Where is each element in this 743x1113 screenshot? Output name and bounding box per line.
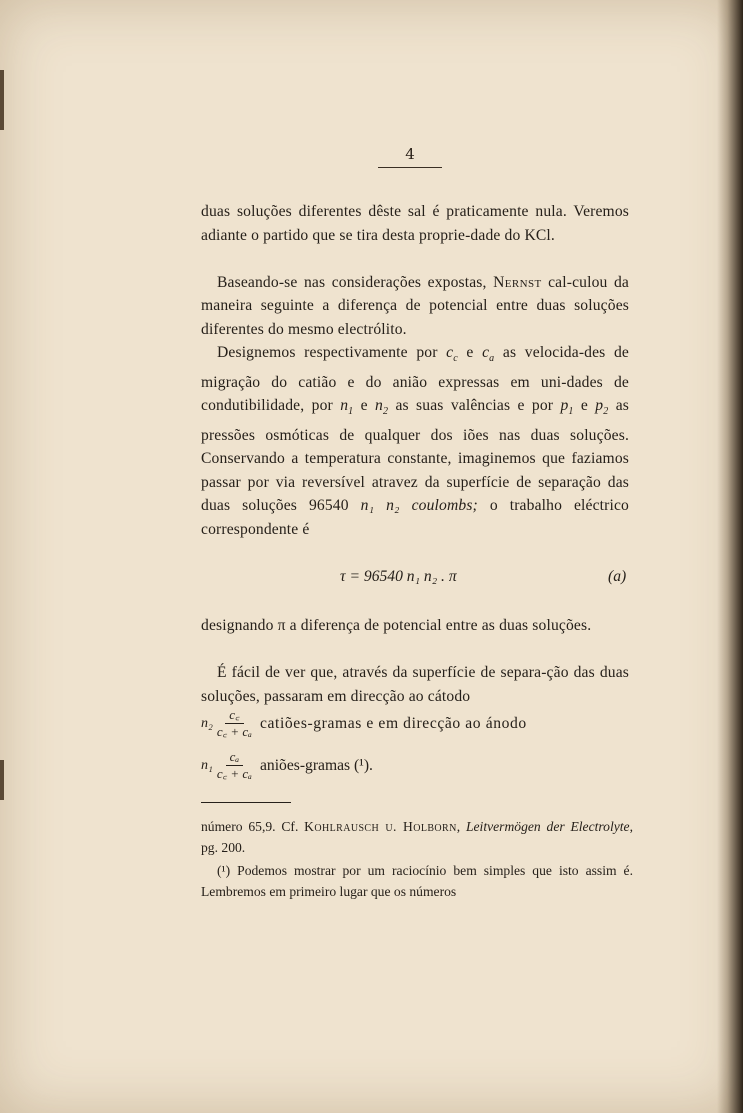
page-number-rule — [378, 167, 442, 168]
paragraph-1-text: duas soluções diferentes dêste sal é praticamente nula. Veremos adiante o partido que se tira desta proprie-dade do KCl. — [201, 203, 629, 244]
fraction-cations — [217, 707, 252, 740]
author-holborn: Holborn — [402, 819, 457, 834]
page-edge-shadow — [717, 0, 743, 1113]
footnotes — [201, 816, 633, 904]
equation-label: (a) — [608, 568, 627, 585]
paragraph-5-text: É fácil de ver que, através da superfície de separa-ção das duas soluções, passaram em direcção ao cátodo — [201, 664, 629, 705]
fraction-numerator: c꜀ — [225, 707, 243, 724]
symbol-n1n2: n₁ n₂ — [360, 497, 400, 515]
paragraph-3-text: Designemos respectivamente por — [217, 344, 447, 361]
paragraph-2-text-b: cal-culou da maneira seguinte a diferença de potencial entre duas soluções diferentes do mesmo electrólito. — [201, 273, 629, 338]
symbol-ca: $c_a$ — [482, 344, 495, 365]
binding-mark — [0, 760, 4, 800]
paragraph-2-text-a: Baseando-se nas considerações expostas, — [217, 273, 494, 291]
fraction-prefix: n₁ — [201, 757, 213, 773]
paragraph-4-text: designando π a diferença de potencial entre as duas soluções. — [201, 617, 592, 634]
symbol-p2: $p_2$ — [595, 397, 609, 418]
symbol-cc: $c_c$ — [446, 344, 458, 365]
fraction-row-text: catiões-gramas e em direcção ao ánodo — [260, 714, 527, 732]
fraction-denominator: c꜀ + cₐ — [216, 766, 252, 781]
paragraph-1 — [201, 200, 629, 247]
author-name-nernst: Nernst — [493, 273, 542, 291]
binding-mark — [0, 70, 4, 130]
footnote-1: (¹) Podemos mostrar por um raciocínio bem simples que isto assim é. Lembremos em primeiro lugar que os números — [201, 863, 633, 899]
equation-a: τ = 96540 n₁ n₂ . π — [340, 568, 457, 585]
paragraph-4 — [201, 614, 629, 638]
fraction-row-cations — [201, 707, 527, 740]
fraction-row-anions — [201, 749, 373, 782]
fraction-row-text: aniões-gramas (¹). — [260, 756, 373, 774]
fraction-prefix: n₂ — [201, 715, 213, 731]
book-title: Leitvermögen der Electrolyte — [465, 819, 630, 834]
symbol-n1: $n_1$ — [340, 397, 354, 418]
fraction-denominator: c꜀ + cₐ — [216, 724, 252, 739]
symbol-p1: $p_1$ — [560, 397, 574, 418]
footnote-rule — [201, 802, 291, 803]
symbol-n2: $n_2$ — [375, 397, 389, 418]
paragraph-5 — [201, 661, 629, 708]
fraction-anions — [217, 749, 252, 782]
page-number: 4 — [405, 145, 415, 163]
author-kohlrausch: Kohlrausch — [304, 819, 380, 834]
fraction-numerator: cₐ — [226, 749, 244, 766]
footnote-continuation: número 65,9. Cf. Kohlrausch u. Holborn, Leitvermögen der Electrolyte, pg. 200. — [201, 819, 633, 855]
unit-coulombs: coulombs; — [399, 497, 478, 515]
paragraph-3: Designemos respectivamente por $c_c$ e $c_a$ as velocida-des de migração do catião e do anião expressas em uni-dades de condutibilidade, por $n_1$ e $n_2$ as suas valências e por $p_1$ e $p_2$ as pressões osmóticas de qualquer dos iões nas duas soluções. Conservando a temperatura constante, imaginemos que faziamos passar por via reversível atravez da superfície de separação das duas soluções 96540 n₁ n₂ coulombs; o trabalho eléctrico correspondente é — [201, 344, 630, 538]
paragraph-2 — [201, 271, 629, 342]
